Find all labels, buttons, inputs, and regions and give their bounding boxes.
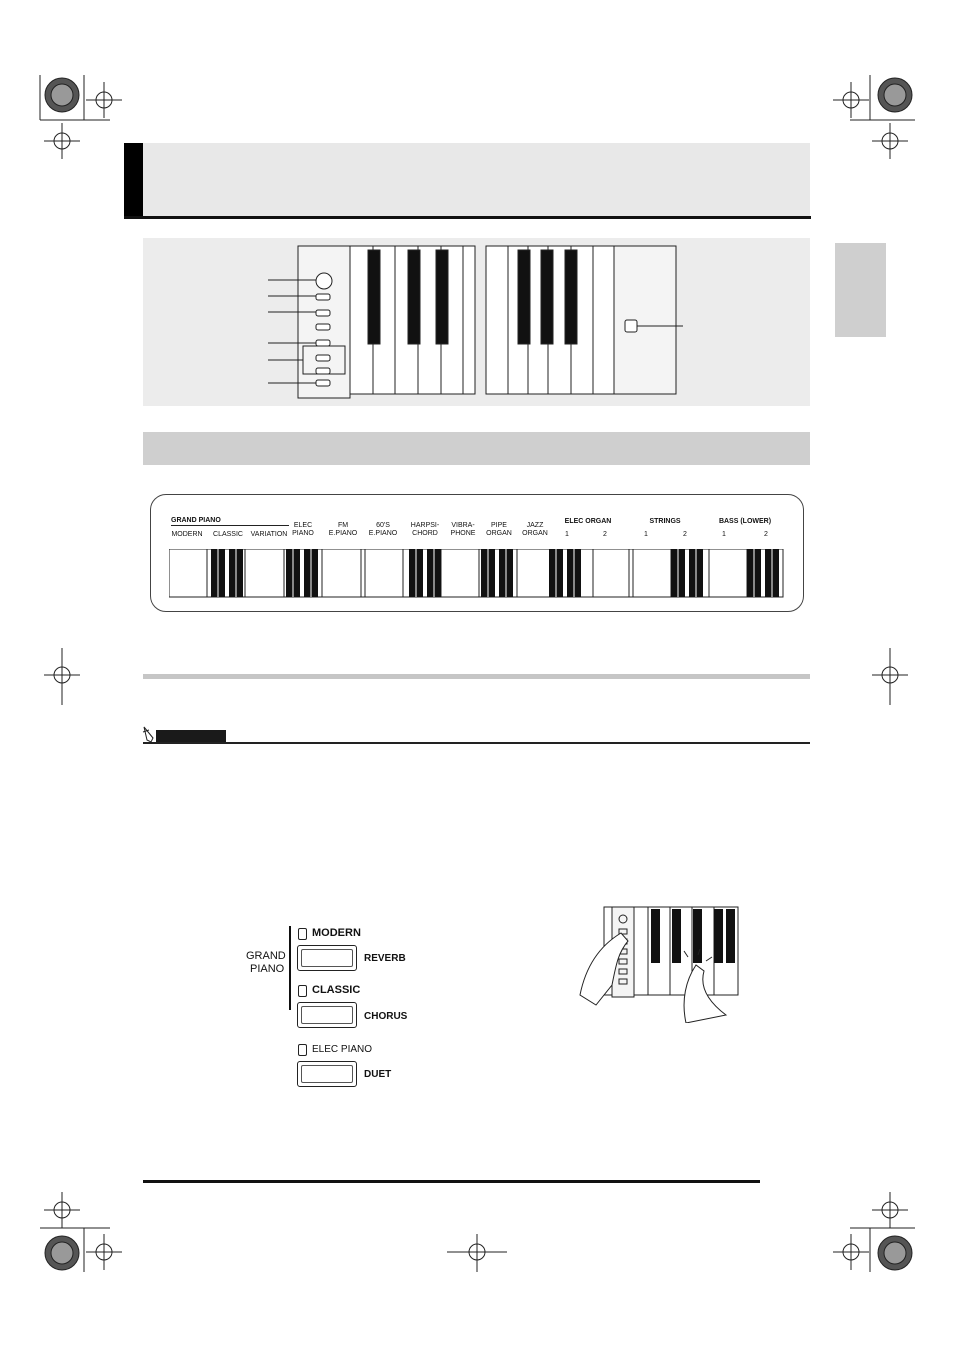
tone-group-elec-organ: ELEC ORGAN <box>564 518 612 525</box>
tone-group-grand-piano: GRAND PIANO <box>171 517 221 524</box>
tone-label: CLASSIC <box>213 531 243 538</box>
tone-label: 1 <box>565 531 569 538</box>
tone-label: 60'S E.PIANO <box>368 522 398 537</box>
duet-label: DUET <box>364 1069 392 1080</box>
buttons-figure <box>240 920 440 1100</box>
tone-label: VIBRA- PHONE <box>450 522 476 537</box>
control-panel-diagram <box>143 238 810 406</box>
grand-piano-group-label-2: PIANO <box>250 963 285 975</box>
tone-label: MODERN <box>171 531 203 538</box>
classic-button[interactable] <box>297 1002 357 1028</box>
chorus-label: CHORUS <box>364 1011 408 1022</box>
tone-label: 2 <box>683 531 687 538</box>
elec-piano-lamp <box>298 1044 307 1056</box>
elec-piano-label: ELEC PIANO <box>312 1044 373 1055</box>
modern-button[interactable] <box>297 945 357 971</box>
tone-label: 2 <box>603 531 607 538</box>
tone-label: 1 <box>722 531 726 538</box>
chapter-title-rule <box>124 216 811 219</box>
note-tag <box>156 730 226 742</box>
tone-label: PIPE ORGAN <box>486 522 512 537</box>
side-index-tab <box>835 243 886 337</box>
chapter-title-bar <box>124 143 810 217</box>
hand-playing-illustration <box>576 905 741 1023</box>
piano-panel-illustration <box>143 238 810 406</box>
tone-label: ELEC PIANO <box>292 522 314 537</box>
section-heading-bar <box>143 432 810 465</box>
classic-lamp <box>298 985 307 997</box>
chapter-title-tab <box>124 143 143 217</box>
tone-label: FM E.PIANO <box>328 522 358 537</box>
reverb-label: REVERB <box>364 953 406 964</box>
modern-lamp <box>298 928 307 940</box>
tone-group-bass: BASS (LOWER) <box>718 518 772 525</box>
tone-label: 1 <box>644 531 648 538</box>
footer-rule <box>143 1180 760 1183</box>
note-rule <box>143 742 810 744</box>
modern-label: MODERN <box>312 927 361 939</box>
tone-label: VARIATION <box>250 531 288 538</box>
grand-piano-group-label-1: GRAND <box>246 950 286 962</box>
tone-label: 2 <box>764 531 768 538</box>
tone-label: HARPSI- CHORD <box>410 522 440 537</box>
elec-piano-button[interactable] <box>297 1061 357 1087</box>
tone-keyboard <box>169 549 785 599</box>
grand-piano-bracket <box>289 926 291 1010</box>
tone-label: JAZZ ORGAN <box>522 522 548 537</box>
tone-keyboard-panel <box>150 494 804 612</box>
grand-piano-underline <box>171 525 289 526</box>
tone-group-strings: STRINGS <box>649 518 681 525</box>
classic-label: CLASSIC <box>312 984 361 996</box>
subsection-rule <box>143 674 810 679</box>
